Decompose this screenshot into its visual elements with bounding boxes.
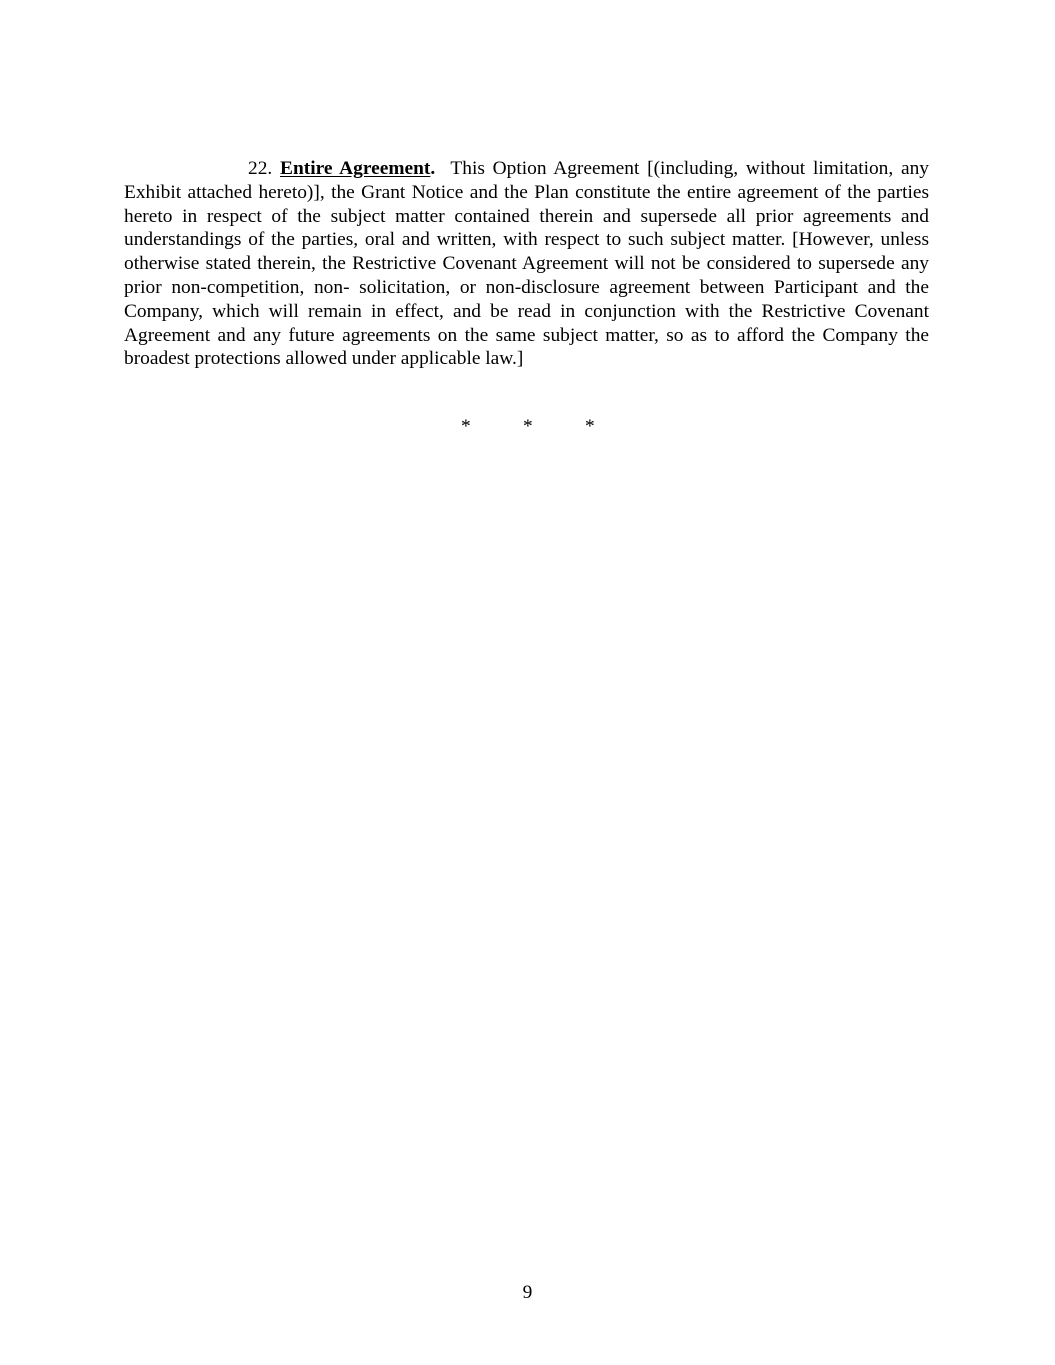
section-paragraph — [124, 157, 929, 371]
separator-asterisk: * — [461, 416, 471, 437]
section-number: 22. — [248, 158, 273, 179]
section-22 — [124, 157, 929, 371]
section-heading-period: . — [430, 158, 436, 179]
section-body: This Option Agreement [(including, without limitation, any Exhibit attached hereto)], the Grant Notice and the Plan constitute the entire agreement of the parties hereto in respect of the subject matter contained therein and supersede all prior agreements and understandings of the parties, oral and written, with respect to such subject matter. [However, unless otherwise stated therein, the Restrictive Covenant Agreement will not be considered to supersede any prior non-competition, non- solicitation, or non-disclosure agreement between Participant and the Company, which will remain in effect, and be read in conjunction with the Restrictive Covenant Agreement and any future agreements on the same subject matter, so as to afford the Company the broadest protections allowed under applicable law.] — [124, 158, 929, 370]
separator-asterisk: * — [585, 416, 595, 437]
section-heading — [280, 158, 435, 179]
section-heading-text: Entire Agreement — [280, 158, 431, 179]
page-number: 9 — [522, 1282, 533, 1303]
separator-asterisk: * — [523, 416, 533, 437]
